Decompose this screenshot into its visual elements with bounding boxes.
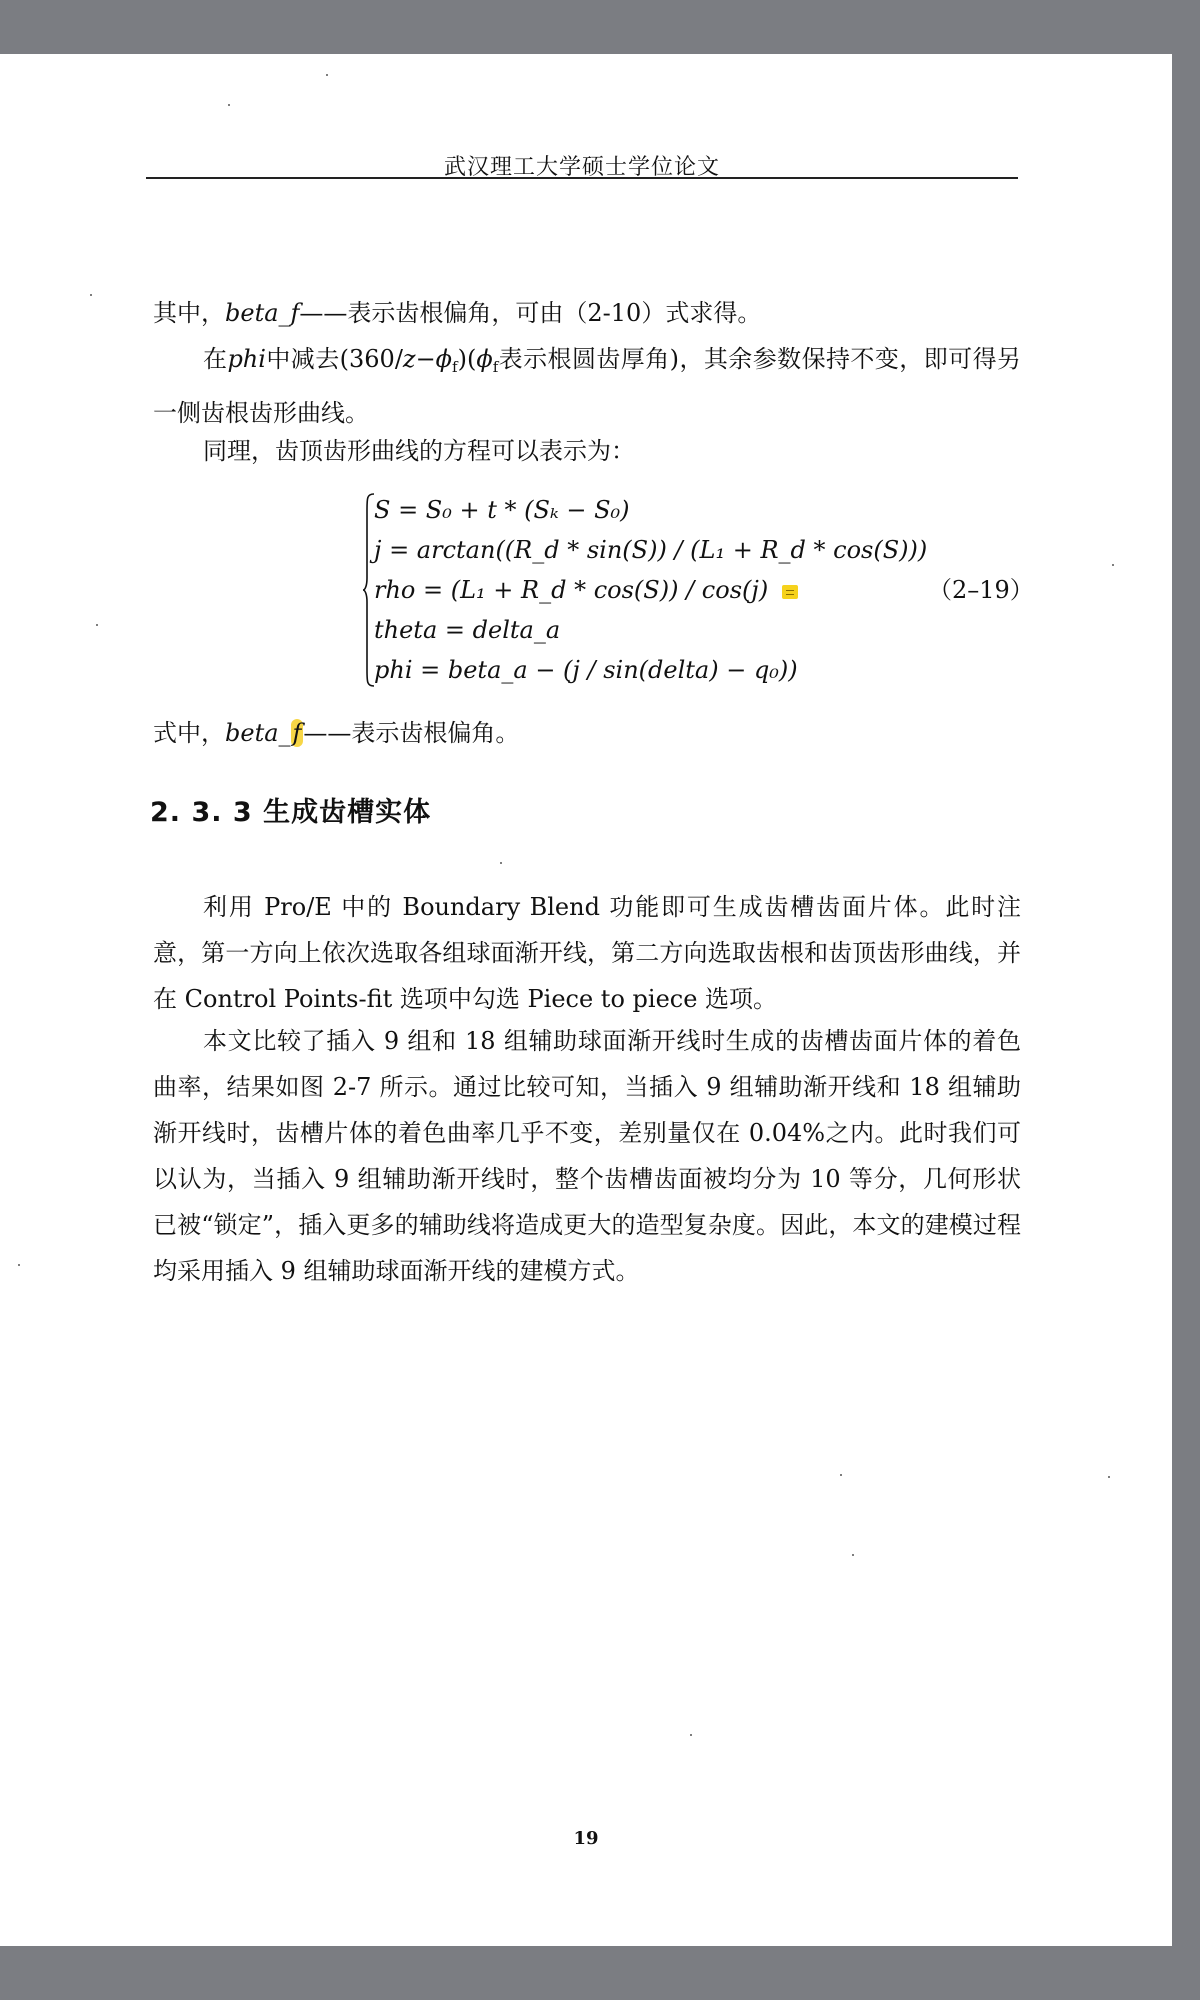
equation-line-4: theta = delta_a	[374, 616, 561, 644]
subscript-f: f	[492, 358, 499, 376]
highlighted-variable-f[interactable]: f	[292, 719, 302, 747]
scan-speck	[690, 1734, 692, 1736]
text-fragment: 在	[203, 345, 228, 373]
scan-speck	[18, 1264, 20, 1266]
equation-line-2: j = arctan((R_d * sin(S)) / (L₁ + R_d * cos(S)))	[374, 536, 928, 564]
viewer-top-bar	[0, 0, 1200, 54]
paragraph-boundary-blend: 利用 Pro/E 中的 Boundary Blend 功能即可生成齿槽齿面片体。此时注意，第一方向上依次选取各组球面渐开线，第二方向选取齿根和齿顶齿形曲线，并在 Control Points-fit 选项中勾选 Piece to piece 选项。	[153, 893, 1021, 1013]
text-prefix: 式中，	[153, 719, 225, 747]
subscript-f: f	[452, 358, 458, 376]
paragraph-curvature-comparison: 本文比较了插入 9 组和 18 组辅助球面渐开线时生成的齿槽齿面片体的着色曲率，结果如图 2-7 所示。通过比较可知，当插入 9 组辅助渐开线和 18 组辅助渐开线时，齿槽片体的着色曲率几乎不变，差别量仅在 0.04%之内。此时我们可以认为，当插入 9 组辅助渐开线时，整个齿槽齿面被均分为 10 等分，几何形状已被“锁定”，插入更多的辅助线将造成更大的造型复杂度。因此，本文的建模过程均采用插入 9 组辅助球面渐开线的建模方式。	[153, 1027, 1021, 1285]
variable-phi: phi	[227, 345, 266, 373]
text-fragment: )(	[457, 345, 477, 373]
section-heading: 2. 3. 3 生成齿槽实体	[150, 797, 432, 828]
text-body: ——表示齿根偏角，可由（2-10）式求得。	[299, 299, 762, 327]
equation-line-3: rho = (L₁ + R_d * cos(S)) / cos(j)	[374, 576, 769, 604]
scan-speck	[326, 74, 328, 76]
equation-line-5: phi = beta_a − (j / sin(delta) − q₀))	[374, 656, 798, 684]
equation-number: （2–19）	[928, 576, 1034, 604]
scan-speck	[1112, 564, 1114, 566]
viewer-bottom-bar	[0, 1946, 1200, 2000]
scan-speck	[500, 862, 502, 864]
text-fragment: 表示根圆齿厚角)，其余参数保持不变，即可得另一侧齿根齿形曲线。	[153, 345, 1021, 427]
scan-speck	[840, 1474, 842, 1476]
header-rule	[146, 177, 1018, 179]
variable-z: z	[402, 345, 416, 373]
symbol-phi-f: ϕ	[435, 345, 453, 373]
scan-speck	[228, 104, 230, 106]
scan-speck	[1108, 1476, 1110, 1478]
scan-speck	[96, 624, 98, 626]
variable-beta: beta_	[225, 719, 291, 747]
running-header: 武汉理工大学硕士学位论文	[443, 155, 720, 180]
scan-speck	[852, 1554, 854, 1556]
paragraph-phi	[153, 336, 1021, 436]
equation-line-1: S = S₀ + t * (Sₖ − S₀)	[374, 496, 630, 524]
paragraph-addendum-intro: 同理，齿顶齿形曲线的方程可以表示为：	[203, 437, 635, 465]
comment-note-icon[interactable]	[782, 585, 798, 599]
page-number: 19	[573, 1828, 599, 1849]
paragraph-where	[153, 710, 1021, 756]
text-fragment: 中减去(360/	[265, 345, 403, 373]
paragraph-beta-f	[153, 290, 1021, 336]
variable-beta-f: beta_f	[225, 299, 300, 327]
equation-line-3-wrap	[374, 570, 798, 610]
scan-speck	[90, 294, 92, 296]
text-prefix: 其中，	[153, 299, 225, 327]
text-fragment: −	[415, 345, 436, 373]
equation-system	[362, 490, 928, 690]
text-body: ——表示齿根偏角。	[303, 719, 520, 747]
symbol-phi-f: ϕ	[476, 345, 493, 373]
